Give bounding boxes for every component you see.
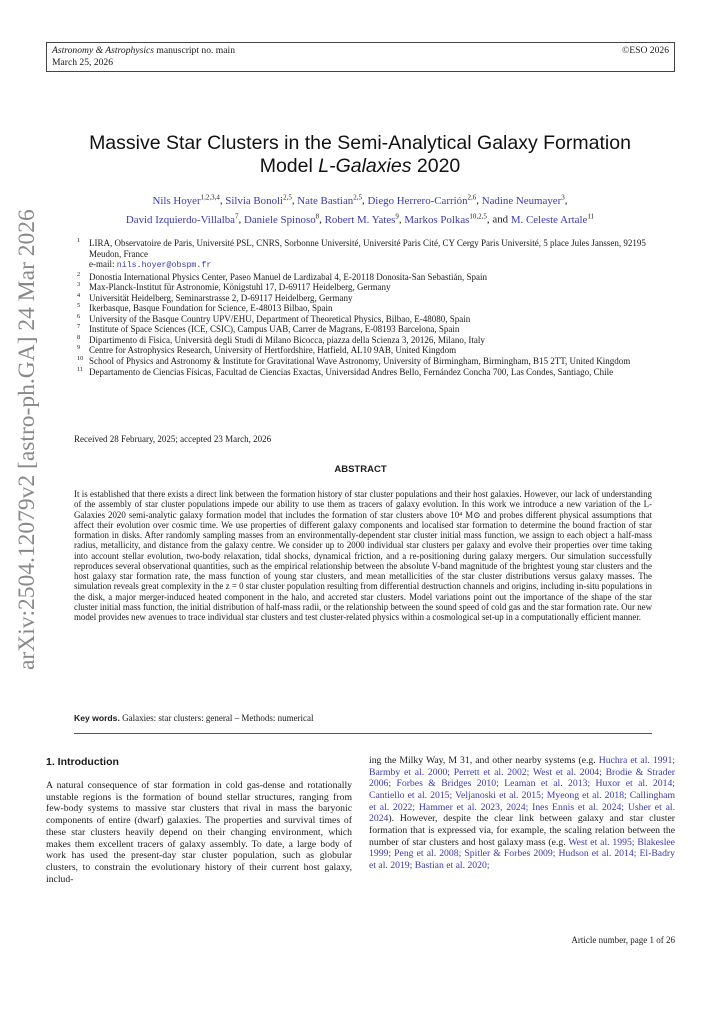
intro-column-2 bbox=[369, 755, 675, 872]
title-italic: L-Galaxies bbox=[318, 155, 412, 177]
arxiv-sidebar-id[interactable]: arXiv:2504.12079v2 [astro-ph.GA] 24 Mar 2026 bbox=[14, 209, 40, 670]
journal-name: Astronomy & Astrophysics bbox=[52, 45, 154, 56]
affiliation-item: 8 Dipartimento di Fisica, Università degli Studi di Milano Bicocca, piazza della Scienza 3, 20126, Milano, Italy bbox=[77, 333, 485, 345]
paper-title bbox=[30, 132, 690, 178]
intro-column-1: A natural consequence of star formation in cold gas-dense and rotationally unstable regions is the formation of bound stellar structures, ranging from few-body systems to massive star clusters that rival in mass the baryonic components of entire (dwarf) galaxies. The properties and survival times of these star clusters heavily depend on their changing environment, which makes them excellent tracers of galaxy assembly. To date, a large body of work has used the present-day star cluster population, such as globular clusters, to constrain the evolutionary history of their current host galaxy, includ- bbox=[46, 780, 352, 885]
header-date: March 25, 2026 bbox=[52, 57, 114, 68]
affiliation-item: 9 Centre for Astrophysics Research, University of Hertfordshire, Hatfield, AL10 9AB, United Kingdom bbox=[77, 344, 457, 356]
author-link[interactable]: Nils Hoyer$^{1,2,3,4}$ bbox=[152, 193, 220, 207]
author-list: Nils Hoyer$^{1,2,3,4}$, Silvia Bonoli$^{2,5}$, Nate Bastian$^{2,5}$, Diego Herrero-Carrión$^{2,6}$, Nadine Neumayer$^3$, David Izquierdo-Villalba$^7$, Daniele Spinoso$^8$, Robert M. Yates$^9$, Markos Polkas$^{10,2,5}$, and M. Celeste Artale$^{11}$ bbox=[125, 193, 595, 226]
author-link[interactable]: Silvia Bonoli$^{2,5}$ bbox=[225, 193, 292, 207]
intro-text: ing the Milky Way, M 31, and other nearby systems (e.g. bbox=[369, 755, 599, 766]
citation-link[interactable]: Huchra et al. 1991; Barmby et al. 2000; Perrett et al. 2002; West et al. 2004; Brodie & Strader 2006; Forbes & Bridges 2010; Leaman et al. 2013; Huxor et al. 2014; Cantiello et al. 2015; Veljanoski et al. 2015; Myeong et al. 2018; Callingham et al. 2022; Hammer et al. 2023, 2024; Ines Ennis et al. 2024; Usher et al. 2024 bbox=[369, 755, 675, 825]
affiliation-item: 11 Departamento de Ciencias Físicas, Facultad de Ciencias Exactas, Universidad Andres Bello, Fernández Concha 700, Las Condes, Santiago, Chile bbox=[77, 365, 614, 377]
author-link[interactable]: Nadine Neumayer$^3$ bbox=[481, 193, 565, 207]
section-heading: 1. Introduction bbox=[46, 756, 119, 768]
copyright: ©ESO 2026 bbox=[622, 45, 669, 56]
citation-link[interactable]: West et al. 1995; Blakeslee 1999; Peng et al. 2008; Spitler & Forbes 2009; Hudson et al. 2014; El-Badry et al. 2019; Bastian et al. 2020; bbox=[369, 836, 675, 871]
received-dates: Received 28 February, 2025; accepted 23 March, 2026 bbox=[74, 434, 272, 444]
abstract-text: It is established that there exists a direct link between the formation history of star cluster populations and their host galaxies. However, our lack of understanding of the assembly of star cluster populations impede our ability to use them as tracers of galaxy evolution. In this work we introduce a new variation of the L-Galaxies 2020 semi-analytic galaxy formation model that includes the formation of star clusters above 10⁴ M⊙ and probes different physical assumptions that affect their evolution over cosmic time. We use properties of different galaxy components and localised star formation to determine the bound fraction of star formation in disks. After randomly sampling masses from an environmentally-dependent star cluster initial mass function, we assign to each object a half-mass radius, metallicity, and distance from the galaxy centre. We consider up to 2000 individual star clusters per galaxy and evolve their properties over time taking into account stellar evolution, two-body relaxation, tidal shocks, dynamical friction, and a re-positioning during galaxy mergers. Our simulation successfully reproduces several observational quantities, such as the empirical relationship between the absolute V-band magnitude of the brightest young star clusters and the host galaxy star formation rate, the mass function of young star clusters, and mean metallicities of the star cluster distributions versus galaxy masses. The simulation reveals great complexity in the z = 0 star cluster population resulting from differential destruction channels and origins, including in-situ populations in the disk, a major merger-induced heated component in the halo, and accreted star clusters. Model variations point out the importance of the shape of the star cluster initial mass function, the initial distribution of half-mass radii, or the relationship between the sound speed of cold gas and the star formation rate. Our new model provides new avenues to trace individual star clusters and test cluster-related physics within a cosmological set-up in a computationally efficient manner. bbox=[74, 489, 652, 622]
title-line-1: Massive Star Clusters in the Semi-Analytical Galaxy Formation bbox=[89, 132, 631, 154]
affiliation-item: 2 Donostia International Physics Center, Paseo Manuel de Lardizabal 4, E-20118 Donosita-San Sebastián, Spain bbox=[77, 270, 487, 282]
affiliation-item: 5 Ikerbasque, Basque Foundation for Science, E-48013 Bilbao, Spain bbox=[77, 302, 333, 314]
affiliation-item: 4 Universität Heidelberg, Seminarstrasse 2, D-69117 Heidelberg, Germany bbox=[77, 291, 353, 303]
title-line-2 bbox=[30, 155, 690, 178]
abstract-heading: ABSTRACT bbox=[334, 464, 387, 475]
keywords-label: Key words. bbox=[74, 713, 120, 723]
author-link[interactable]: Robert M. Yates$^9$ bbox=[324, 212, 399, 226]
author-link[interactable]: Nate Bastian$^{2,5}$ bbox=[297, 193, 362, 207]
affiliation-item: 7 Institute of Space Sciences (ICE, CSIC), Campus UAB, Carrer de Magrans, E-08193 Barcelona, Spain bbox=[77, 323, 460, 335]
title-model-word: Model bbox=[259, 155, 319, 177]
affiliation-list bbox=[74, 238, 654, 377]
affiliation-item: 10 School of Physics and Astronomy & Institute for Gravitational Wave Astronomy, University of Birmingham, Birmingham, B15 2TT, United Kingdom bbox=[77, 355, 631, 367]
affiliation-item: 3 Max-Planck-Institut für Astronomie, Königstuhl 17, D-69117 Heidelberg, Germany bbox=[77, 281, 391, 293]
author-link[interactable]: David Izquierdo-Villalba$^7$ bbox=[125, 212, 239, 226]
affiliation-item: 6 University of the Basque Country UPV/EHU, Department of Theoretical Physics, Bilbao, E-48080, Spain bbox=[77, 312, 471, 324]
author-link[interactable]: Daniele Spinoso$^8$ bbox=[243, 212, 320, 226]
email-link[interactable]: nils.hoyer@obspm.fr bbox=[116, 261, 212, 271]
page-footer: Article number, page 1 of 26 bbox=[571, 935, 675, 945]
intro-text: ). However, despite the clear link between galaxy and star cluster formation that is expressed via, for example, the scaling relation between the number of star clusters and host galaxy mass (e.g. bbox=[369, 813, 675, 848]
title-year: 2020 bbox=[411, 155, 461, 177]
author-link[interactable]: Markos Polkas$^{10,2,5}$ bbox=[404, 212, 487, 226]
author-link[interactable]: Diego Herrero-Carrión$^{2,6}$ bbox=[367, 193, 477, 207]
manuscript-label: manuscript no. main bbox=[156, 45, 235, 56]
keywords bbox=[74, 713, 314, 723]
manuscript-header-box bbox=[46, 42, 675, 72]
affiliation-item: 1 LIRA, Observatoire de Paris, Université PSL, CNRS, Sorbonne Université, Université Paris Cité, CY Cergy Paris Université, 5 place Jules Janssen, 92195 Meudon, France e-mail: nils.hoyer@obspm.fr bbox=[77, 237, 646, 271]
abstract-divider bbox=[74, 733, 652, 734]
author-link[interactable]: M. Celeste Artale$^{11}$ bbox=[510, 212, 595, 226]
keywords-text: Galaxies: star clusters: general – Methods: numerical bbox=[122, 713, 314, 723]
